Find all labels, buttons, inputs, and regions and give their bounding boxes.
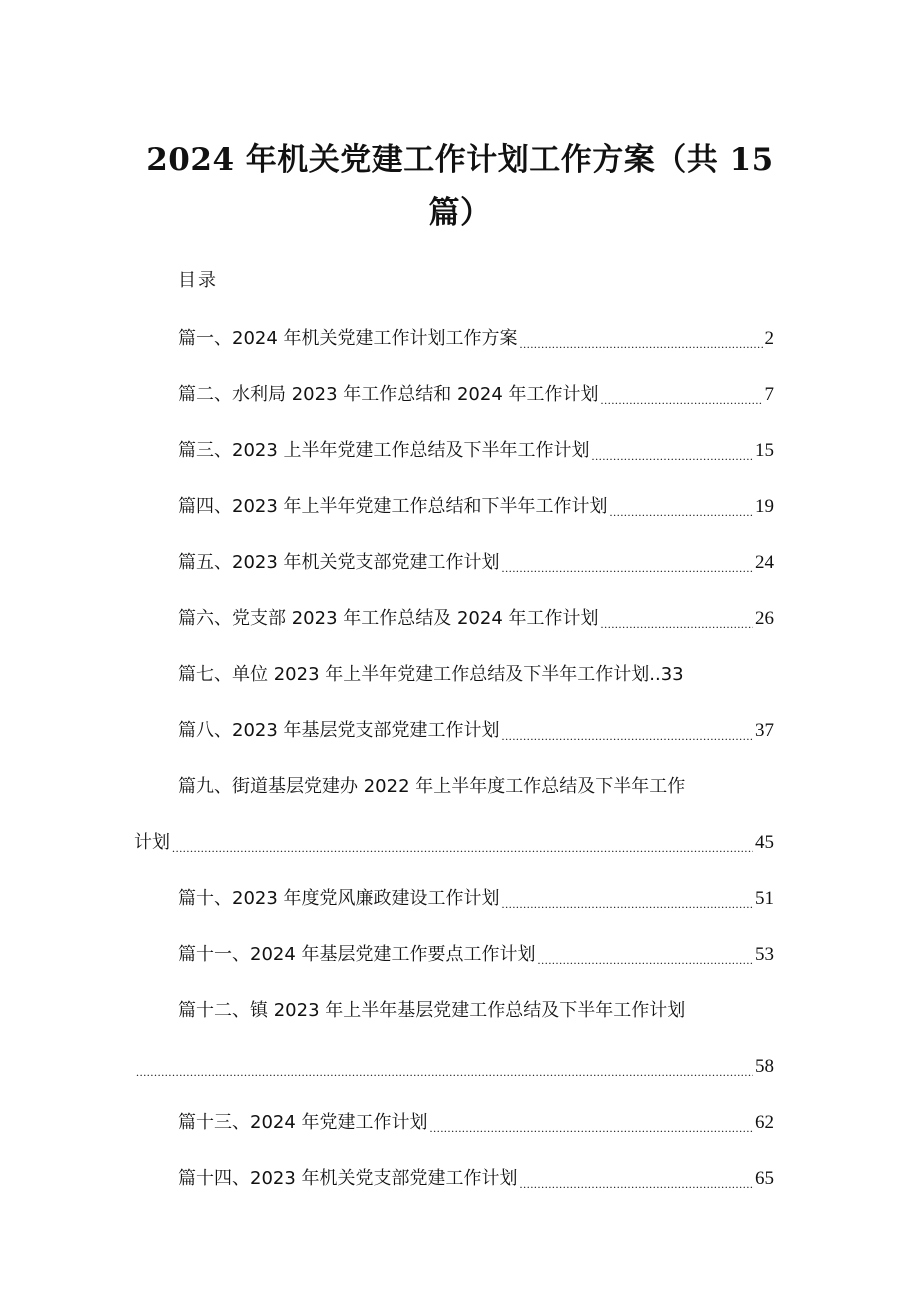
document-title-continuation: 篇）	[428, 195, 492, 231]
toc-heading: 目录	[178, 270, 218, 291]
toc-entry-page: 7	[764, 384, 774, 405]
toc-entry[interactable]	[178, 488, 774, 520]
toc-entry[interactable]	[178, 712, 774, 744]
toc-entry-title: 篇八、2023 年基层党支部党建工作计划	[178, 720, 500, 741]
toc-entry-title-continuation: 计划	[134, 832, 170, 853]
toc-entry-page: 26	[755, 608, 774, 629]
document-title: 2024 年机关党建工作计划工作方案（共 15	[146, 142, 774, 178]
toc-entry[interactable]	[178, 1160, 774, 1192]
toc-entry-page: 15	[755, 440, 774, 461]
toc-entry-title: 篇四、2023 年上半年党建工作总结和下半年工作计划	[178, 496, 608, 517]
toc-leader-dots	[538, 942, 753, 968]
toc-entry-page: 45	[755, 832, 774, 853]
toc-leader-dots	[502, 550, 753, 576]
toc-entry-title: 篇二、水利局 2023 年工作总结和 2024 年工作计划	[178, 384, 599, 405]
toc-entry-title: 篇六、党支部 2023 年工作总结及 2024 年工作计划	[178, 608, 599, 629]
toc-entry-continuation[interactable]	[134, 824, 774, 856]
toc-entry[interactable]	[178, 880, 774, 912]
toc-entry-page: 51	[755, 888, 774, 909]
toc-entry-title: 篇三、2023 上半年党建工作总结及下半年工作计划	[178, 440, 590, 461]
toc-leader-dots	[610, 494, 753, 520]
toc-entry-title: 篇十三、2024 年党建工作计划	[178, 1112, 428, 1133]
toc-entry[interactable]	[178, 656, 774, 688]
toc-entry-page: 37	[755, 720, 774, 741]
toc-entry-title: 篇五、2023 年机关党支部党建工作计划	[178, 552, 500, 573]
toc-entry-page: 62	[755, 1112, 774, 1133]
toc-entry-page: 53	[755, 944, 774, 965]
toc-entry-title: 篇十二、镇 2023 年上半年基层党建工作总结及下半年工作计划	[178, 1000, 686, 1021]
toc-entry-page: 65	[755, 1168, 774, 1189]
toc-entry-title: 篇十、2023 年度党风廉政建设工作计划	[178, 888, 500, 909]
toc-entry[interactable]	[178, 544, 774, 576]
toc-entry-page: 24	[755, 552, 774, 573]
toc-entry-title: 篇十四、2023 年机关党支部党建工作计划	[178, 1168, 518, 1189]
toc-entry-title: 篇七、单位 2023 年上半年党建工作总结及下半年工作计划..33	[178, 664, 684, 685]
toc-entry-title: 篇十一、2024 年基层党建工作要点工作计划	[178, 944, 536, 965]
toc-leader-dots	[592, 438, 753, 464]
toc-entry-title: 篇一、2024 年机关党建工作计划工作方案	[178, 328, 518, 349]
toc-entry[interactable]	[178, 936, 774, 968]
toc-entry[interactable]	[178, 768, 774, 800]
toc-leader-dots	[430, 1110, 753, 1136]
toc-entry-title: 篇九、街道基层党建办 2022 年上半年度工作总结及下半年工作	[178, 776, 686, 797]
toc-leader-dots	[520, 1166, 753, 1192]
toc-leader-dots	[601, 606, 753, 632]
toc-entry-page: 58	[755, 1056, 774, 1077]
toc-entry[interactable]	[178, 320, 774, 352]
toc-entry[interactable]	[178, 1104, 774, 1136]
toc-leader-dots	[502, 718, 753, 744]
toc-entry[interactable]	[178, 992, 774, 1024]
toc-leader-dots	[172, 830, 753, 856]
toc-entry-continuation[interactable]	[134, 1048, 774, 1080]
toc-entry-page: 19	[755, 496, 774, 517]
toc-entry-page: 2	[764, 328, 774, 349]
toc-leader-dots	[136, 1054, 753, 1080]
toc-leader-dots	[601, 382, 763, 408]
toc-leader-dots	[502, 886, 753, 912]
toc-entry[interactable]	[178, 376, 774, 408]
toc-entry[interactable]	[178, 600, 774, 632]
toc-leader-dots	[520, 326, 763, 352]
toc-entry[interactable]	[178, 432, 774, 464]
